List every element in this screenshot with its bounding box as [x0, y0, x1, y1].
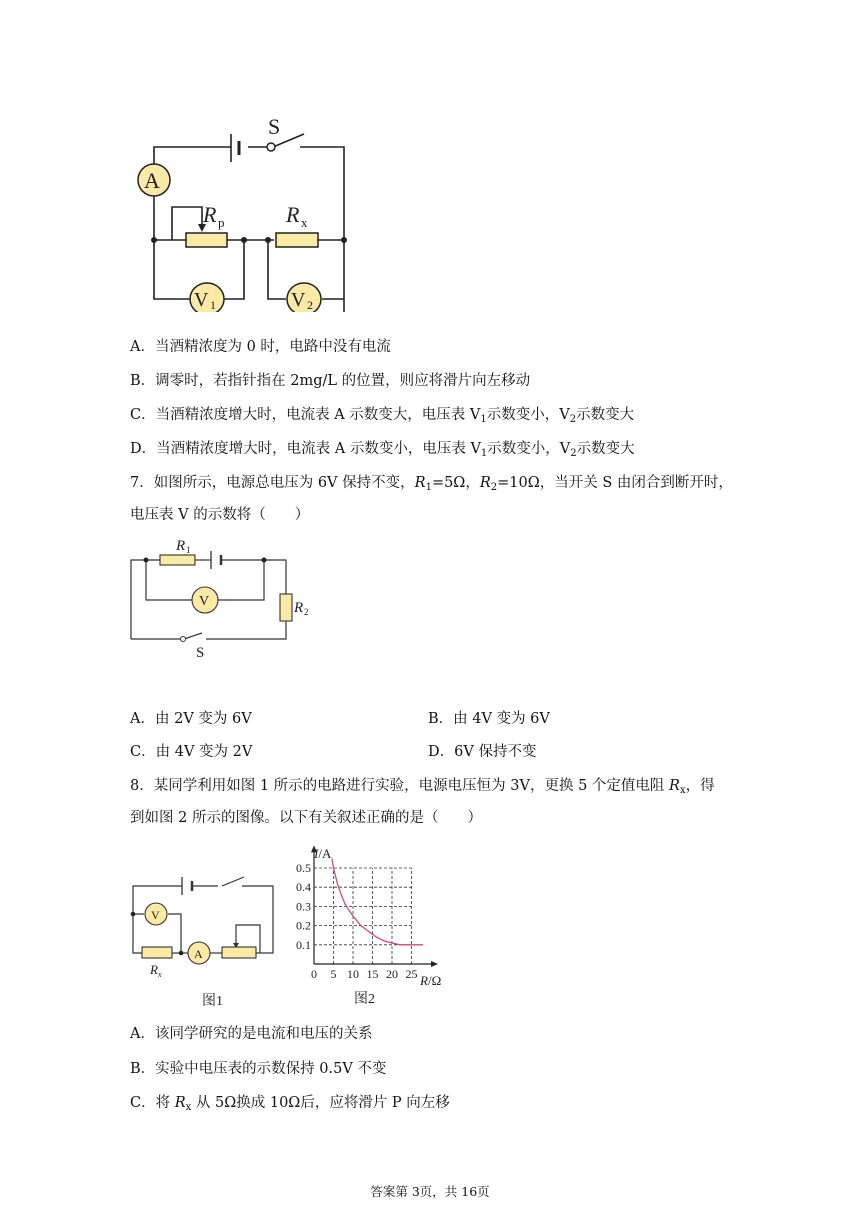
q8-stem-line2	[130, 808, 482, 828]
q6-voltmeter1-label: V	[194, 289, 209, 311]
q6-option-a	[130, 337, 391, 357]
option-text: 实验中电压表的示数保持 0.5V 不变	[155, 1061, 387, 1077]
q6-label-Rp: R	[203, 202, 217, 227]
x-tick-label: 20	[386, 967, 398, 981]
stem-text: 电压表 V 的示数将（ ）	[130, 507, 310, 523]
stem-text: =10Ω，当开关 S 由闭合到断开时，	[497, 475, 733, 491]
var-Rx: R	[669, 778, 680, 794]
option-letter: B．	[428, 711, 454, 727]
q7-option-c	[130, 742, 252, 762]
q6-voltmeter1-sub: 1	[210, 298, 216, 312]
option-text: 由 4V 变为 6V	[453, 711, 550, 727]
q6-label-Rx: R	[286, 202, 300, 227]
x-axis-arrow	[431, 961, 438, 967]
q6-label-Rp-sub: p	[218, 215, 225, 230]
option-letter: A．	[130, 339, 155, 355]
stem-text: 7．如图所示，电源总电压为 6V 保持不变，	[130, 475, 415, 491]
page-number: 答案第 3页，共 16页	[370, 1184, 490, 1199]
subscript: x	[185, 1102, 192, 1113]
x-tick-label: 0	[311, 967, 317, 981]
q8-option-b	[130, 1059, 386, 1079]
option-letter: D．	[428, 744, 455, 760]
subscript: 1	[425, 482, 432, 493]
q7-label-S: S	[196, 645, 205, 661]
option-text: 示数变大	[576, 407, 635, 423]
option-letter: C．	[130, 1095, 156, 1111]
x-tick-label: 10	[347, 967, 359, 981]
option-text: 该同学研究的是电流和电压的关系	[154, 1026, 373, 1042]
option-letter: C．	[130, 407, 156, 423]
subscript: 2	[570, 448, 577, 459]
subscript: 2	[490, 482, 498, 493]
q7-label-R2-sub: 2	[304, 607, 309, 617]
stem-text: 8．某同学利用如图 1 所示的电路进行实验，电源电压恒为 3V，更换 5 个定值电阻	[130, 778, 670, 794]
q6-voltmeter2-label: V	[291, 289, 306, 311]
option-text: 示数变小，V	[486, 407, 570, 423]
option-text: 示数变小，V	[487, 441, 571, 457]
chart-series	[332, 858, 423, 944]
subscript: 1	[480, 448, 488, 459]
stem-text: 到如图 2 所示的图像。以下有关叙述正确的是（ ）	[130, 810, 482, 826]
y-tick-label: 0.5	[296, 861, 311, 875]
option-text: 示数变大	[576, 441, 635, 457]
x-tick-label: 15	[366, 967, 379, 981]
q7-label-R1: R	[176, 538, 186, 554]
option-text: 从 5Ω换成 10Ω后，应将滑片 P 向左移	[191, 1095, 450, 1111]
q8-circuit-figure1	[126, 866, 286, 1011]
option-text: 将	[155, 1095, 175, 1111]
q7-label-R1-sub: 1	[186, 545, 191, 555]
q6-ammeter-label: A	[144, 168, 160, 193]
q8-voltmeter-label: V	[151, 908, 160, 922]
chart-xlabel: R/Ω	[420, 973, 442, 988]
option-text: 调零时，若指针指在 2mg/L 的位置，则应将滑片向左移动	[155, 373, 531, 389]
x-tick-label: 5	[330, 967, 337, 981]
q8-fig2-caption: 图2	[354, 992, 375, 1007]
stem-text: ，得	[685, 778, 715, 794]
chart-grid	[314, 868, 412, 964]
subscript: 2	[569, 414, 577, 425]
q6-label-S: S	[268, 114, 281, 139]
option-text: 由 2V 变为 6V	[154, 711, 252, 727]
q6-option-c	[130, 405, 634, 430]
chart-ylabel: I/A	[314, 846, 332, 861]
q7-circuit-figure	[126, 536, 316, 661]
option-text: 6V 保持不变	[454, 744, 537, 760]
option-text: 当酒精浓度为 0 时，电路中没有电流	[154, 339, 391, 355]
stem-text: =5Ω，	[431, 475, 480, 491]
q7-stem-line1	[130, 473, 733, 498]
y-tick-label: 0.3	[296, 899, 311, 914]
var-R1: R	[414, 475, 426, 491]
option-text: 当酒精浓度增大时，电流表 A 示数变小，电压表 V	[156, 441, 481, 457]
q8-chart-figure2	[288, 840, 458, 1010]
q7-voltmeter-label: V	[199, 594, 210, 609]
q7-option-a	[130, 709, 252, 729]
q8-option-c	[130, 1093, 450, 1118]
q7-option-d	[428, 742, 536, 762]
option-letter: A．	[130, 1026, 155, 1042]
option-letter: B．	[130, 373, 156, 389]
q6-circuit-figure	[128, 112, 358, 312]
q7-option-b	[428, 709, 550, 729]
q8-stem-line1	[130, 776, 715, 801]
q7-label-R2: R	[294, 600, 304, 616]
x-tick-label: 25	[405, 967, 418, 981]
y-tick-label: 0.4	[296, 880, 311, 895]
series-line	[332, 858, 423, 944]
q6-label-Rx-sub: x	[301, 215, 308, 230]
q7-stem-line2	[130, 505, 309, 525]
var-R2: R	[479, 475, 491, 491]
q8-ammeter-label: A	[194, 947, 203, 961]
subscript: 1	[480, 414, 487, 425]
option-letter: B．	[130, 1061, 156, 1077]
option-letter: C．	[130, 744, 156, 760]
q8-option-a	[130, 1024, 372, 1044]
q8-label-Rx-sub: x	[158, 970, 162, 979]
page-footer	[0, 1182, 860, 1200]
subscript: x	[679, 785, 686, 796]
q6-voltmeter2-sub: 2	[307, 298, 313, 312]
q6-option-d	[130, 439, 635, 464]
option-text: 由 4V 变为 2V	[155, 744, 253, 760]
option-text: 当酒精浓度增大时，电流表 A 示数变大，电压表 V	[155, 407, 481, 423]
q8-label-Rx: R	[150, 962, 158, 977]
y-tick-label: 0.1	[296, 937, 311, 952]
y-tick-label: 0.2	[296, 918, 311, 933]
q6-option-b	[130, 371, 530, 391]
var-Rx: R	[174, 1095, 186, 1111]
q8-fig1-caption: 图1	[202, 994, 223, 1009]
option-letter: D．	[130, 441, 157, 457]
option-letter: A．	[130, 711, 155, 727]
